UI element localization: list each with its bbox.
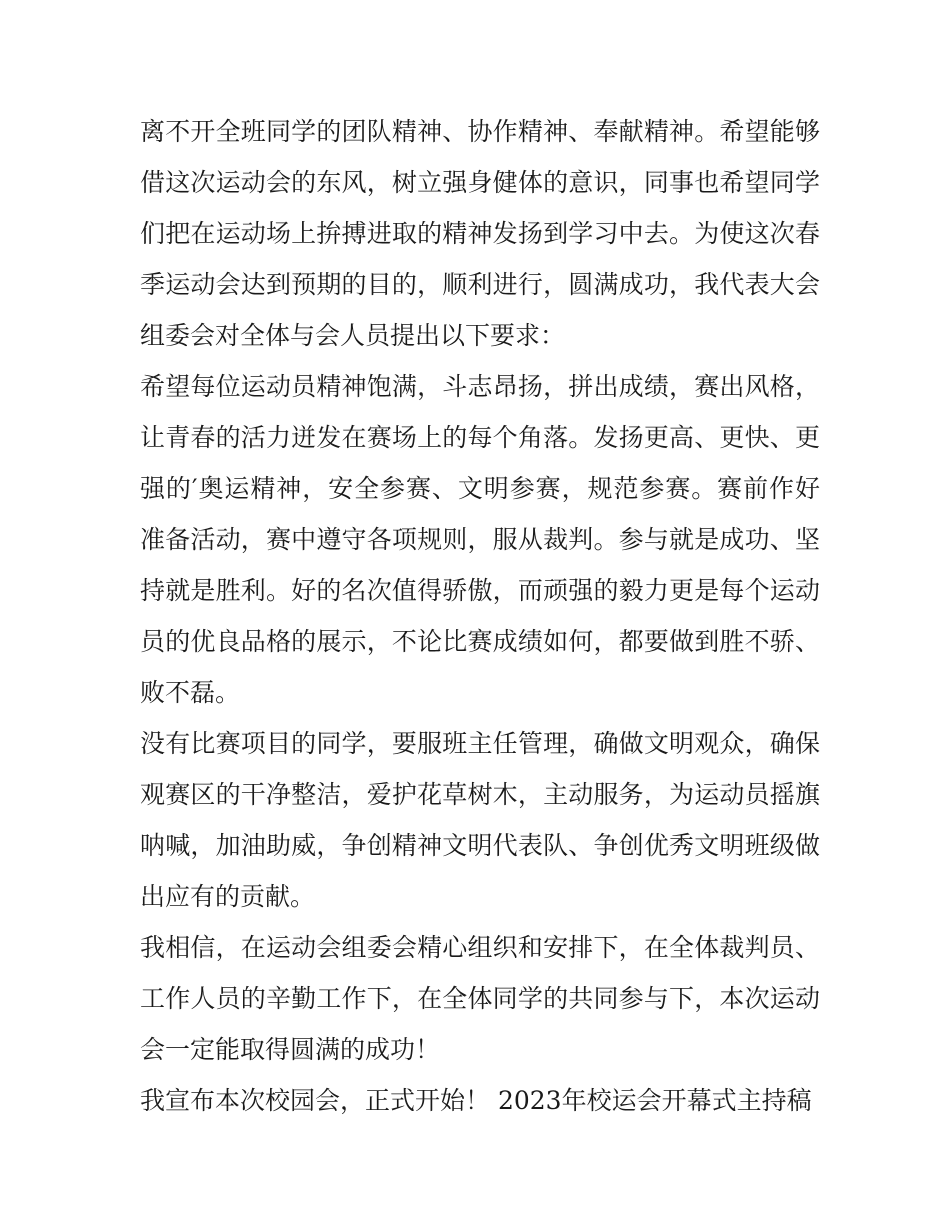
paragraph-4: 我相信，在运动会组委会精心组织和安排下，在全体裁判员、工作人员的辛勤工作下，在全体同学的共同参与下，本次运动会一定能取得圆满的成功！ — [140, 933, 820, 1064]
paragraph-1: 离不开全班同学的团队精神、协作精神、奉献精神。希望能够借这次运动会的东风，树立强身健体的意识，同事也希望同学们把在运动场上拚搏进取的精神发扬到学习中去。为使这次春季运动会达到预期的目的，顺利进行，圆满成功，我代表大会组委会对全体与会人员提出以下要求： — [140, 117, 820, 350]
paragraph-2: 希望每位运动员精神饱满，斗志昂扬，拼出成绩，赛出风格，让青春的活力迸发在赛场上的每个角落。发扬更高、更快、更强的′奥运精神，安全参赛、文明参赛，规范参赛。赛前作好准备活动，赛中遵守各项规则，服从裁判。参与就是成功、坚持就是胜利。好的名次值得骄傲，而顽强的毅力更是每个运动员的优良品格的展示，不论比赛成绩如何，都要做到胜不骄、败不磊。 — [140, 372, 820, 707]
paragraph-5: 我宣布本次校园会，正式开始！ 2023年校运会开幕式主持稿 — [140, 1086, 812, 1115]
paragraph-3: 没有比赛项目的同学，要服班主任管理，确做文明观众，确保观赛区的干净整洁，爱护花草树木，主动服务，为运动员摇旗呐喊，加油助威，争创精神文明代表队、争创优秀文明班级做出应有的贡献。 — [140, 729, 820, 911]
document-body — [140, 106, 820, 1126]
